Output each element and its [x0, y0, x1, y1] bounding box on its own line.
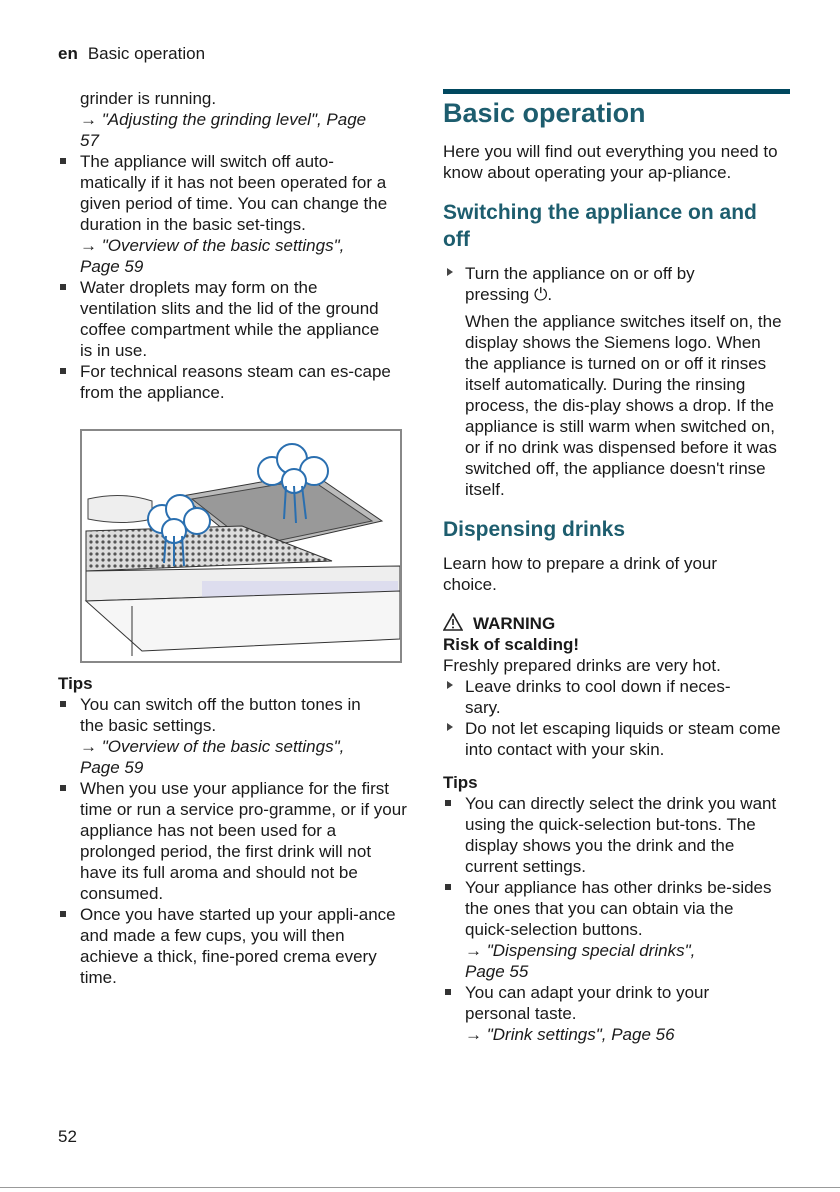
notes-list [58, 151, 408, 403]
cross-reference: → "Overview of the basic settings", Page 59 [80, 737, 345, 777]
cross-reference: → "Dispensing special drinks", Page 55 [465, 941, 696, 981]
warning-steps [443, 676, 793, 760]
list-item: You can directly select the drink you want using the quick-selection but-tons. The display shows you the drink and the current settings. [443, 793, 793, 877]
warning-label-line: WARNING [443, 613, 793, 634]
tips-heading: Tips [443, 773, 478, 792]
switch-steps [443, 263, 793, 305]
section-intro: Here you will find out everything you need to know about operating your ap-pliance. [443, 142, 778, 182]
appliance-steam-illustration [80, 429, 402, 663]
tips-list [58, 694, 408, 988]
intro-continuation: grinder is running. [80, 89, 217, 108]
section-rule [443, 89, 790, 94]
language-code: en [58, 44, 78, 63]
list-item: The appliance will switch off auto-matically if it has not been operated for a given period of time. You can change the duration in the basic set-tings. → "Overview of the basic settings", Page 59 [58, 151, 408, 277]
cross-reference: → "Overview of the basic settings", Page 59 [80, 236, 345, 276]
warning-triangle-icon [443, 613, 463, 631]
section-heading: Basic operation [443, 98, 646, 128]
instruction-step: Do not let escaping liquids or steam come into contact with your skin. [443, 718, 793, 760]
cross-reference: → "Drink settings", Page 56 [465, 1025, 675, 1044]
instruction-step: Turn the appliance on or off by pressing ⏻. [443, 263, 793, 305]
instruction-step: Leave drinks to cool down if neces-sary. [443, 676, 793, 718]
steam-illustration-icon [82, 431, 400, 661]
page-number: 52 [58, 1127, 77, 1146]
list-item: Once you have started up your appli-ance and made a few cups, you will then achieve a thick, fine-pored crema every time. [58, 904, 408, 988]
warning-title: Risk of scalding! [443, 635, 580, 654]
list-item: Water droplets may form on the ventilation slits and the lid of the ground coffee compartment while the appliance is in use. [58, 277, 408, 361]
list-item: When you use your appliance for the first time or run a service pro-gramme, or if your appliance has not been used for a prolonged period, the first drink will not have its full aroma and should not be consumed. [58, 778, 408, 904]
left-column [58, 88, 408, 403]
subsection-heading-switching: Switching the appliance on and off [443, 201, 757, 251]
running-header [58, 44, 205, 64]
dispensing-intro: Learn how to prepare a drink of your choice. [443, 554, 718, 594]
header-title: Basic operation [87, 44, 206, 63]
list-item: You can switch off the button tones in the basic settings. → "Overview of the basic settings", Page 59 [58, 694, 408, 778]
left-tips [58, 673, 408, 988]
tips-list [443, 793, 793, 1045]
tips-heading: Tips [58, 674, 93, 693]
cross-reference: → "Adjusting the grinding level", Page 57 [80, 110, 367, 150]
list-item: You can adapt your drink to your personal taste. → "Drink settings", Page 56 [443, 982, 793, 1045]
list-item: For technical reasons steam can es-cape from the appliance. [58, 361, 408, 403]
warning-text: Freshly prepared drinks are very hot. [443, 656, 721, 675]
warning-block [443, 613, 793, 760]
right-column [443, 97, 793, 1045]
subsection-heading-dispensing: Dispensing drinks [443, 518, 626, 541]
list-item: Your appliance has other drinks be-sides the ones that you can obtain via the quick-selection buttons. → "Dispensing special drinks", Page 55 [443, 877, 793, 982]
bottom-rule [0, 1187, 840, 1188]
switch-description: When the appliance switches itself on, the display shows the Siemens logo. When the appliance is turned on or off it rinses itself automatically. During the rinsing process, the dis-play shows a drop. If the appliance is still warm when switched on, or if no drink was dispensed before it was switched off, the appliance doesn't rinse itself. [465, 312, 782, 499]
